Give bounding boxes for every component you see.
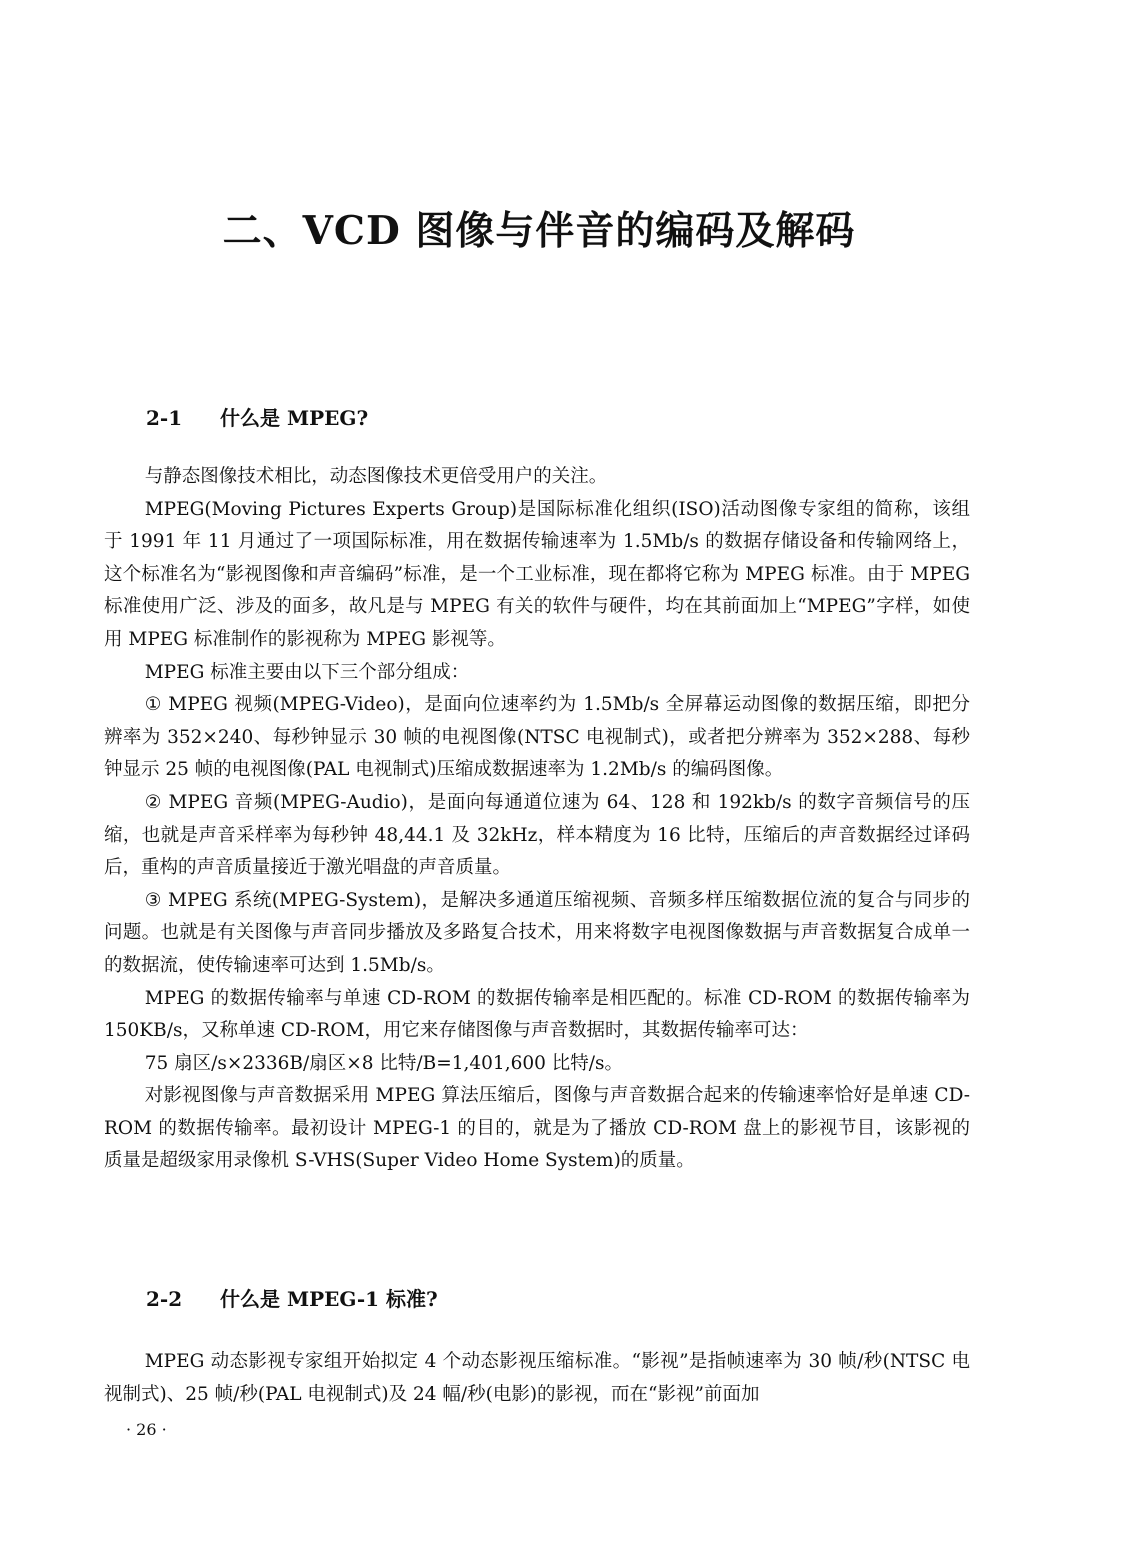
section-heading-2-1 xyxy=(146,402,368,431)
section-number: 2-2 xyxy=(146,1287,183,1311)
paragraph: MPEG(Moving Pictures Experts Group)是国际标准化组织(ISO)活动图像专家组的简称，该组于 1991 年 11 月通过了一项国际标准，用在数据传输速率为 1.5Mb/s 的数据存储设备和传输网络上，这个标准名为“影视图像和声音编码”标准，是一个工业标准，现在都将它称为 MPEG 标准。由于 MPEG 标准使用广泛、涉及的面多，故凡是与 MPEG 有关的软件与硬件，均在其前面加上“MPEG”字样，如使用 MPEG 标准制作的影视称为 MPEG 影视等。 xyxy=(104,498,970,650)
section-title: 什么是 MPEG? xyxy=(220,406,369,430)
section-heading-2-2 xyxy=(146,1283,438,1312)
section-title: 什么是 MPEG-1 标准? xyxy=(220,1287,438,1311)
paragraph: 75 扇区/s×2336B/扇区×8 比特/B=1,401,600 比特/s。 xyxy=(144,1052,623,1074)
page-number: · 26 · xyxy=(126,1420,167,1439)
chapter-title: 二、VCD 图像与伴音的编码及解码 xyxy=(222,208,856,254)
paragraph: ③ MPEG 系统(MPEG-System)，是解决多通道压缩视频、音频多样压缩数据位流的复合与同步的问题。也就是有关图像与声音同步播放及多路复合技术，用来将数字电视图像数据与声音数据复合成单一的数据流，使传输速率可达到 1.5Mb/s。 xyxy=(104,889,970,976)
paragraph: MPEG 的数据传输率与单速 CD-ROM 的数据传输率是相匹配的。标准 CD-ROM 的数据传输率为 150KB/s，又称单速 CD-ROM，用它来存储图像与声音数据时，其数据传输率可达： xyxy=(104,987,970,1042)
paragraph: ① MPEG 视频(MPEG-Video)，是面向位速率约为 1.5Mb/s 全屏幕运动图像的数据压缩，即把分辨率为 352×240、每秒钟显示 30 帧的电视图像(NTSC 电视制式)，或者把分辨率为 352×288、每秒钟显示 25 帧的电视图像(PAL 电视制式)压缩成数据速率为 1.2Mb/s 的编码图像。 xyxy=(104,694,970,781)
paragraph: MPEG 动态影视专家组开始拟定 4 个动态影视压缩标准。“影视”是指帧速率为 30 帧/秒(NTSC 电视制式)、25 帧/秒(PAL 电视制式)及 24 幅/秒(电影)的影视，而在“影视”前面加 xyxy=(104,1351,970,1405)
section-body-2-2 xyxy=(104,1346,970,1411)
paragraph: MPEG 标准主要由以下三个部分组成： xyxy=(144,661,470,683)
paragraph: ② MPEG 音频(MPEG-Audio)，是面向每通道位速为 64、128 和 192kb/s 的数字音频信号的压缩，也就是声音采样率为每秒钟 48,44.1 及 32kHz，样本精度为 16 比特，压缩后的声音数据经过译码后，重构的声音质量接近于激光唱盘的声音质量。 xyxy=(104,791,970,879)
paragraph: 对影视图像与声音数据采用 MPEG 算法压缩后，图像与声音数据合起来的传输速率恰好是单速 CD-ROM 的数据传输率。最初设计 MPEG-1 的目的，就是为了播放 CD-ROM 盘上的影视节目，该影视的质量是超级家用录像机 S-VHS(Super Video Home System)的质量。 xyxy=(104,1085,970,1172)
section-body-2-1 xyxy=(104,461,970,1178)
paragraph: 与静态图像技术相比，动态图像技术更倍受用户的关注。 xyxy=(144,466,608,487)
section-number: 2-1 xyxy=(146,406,183,430)
